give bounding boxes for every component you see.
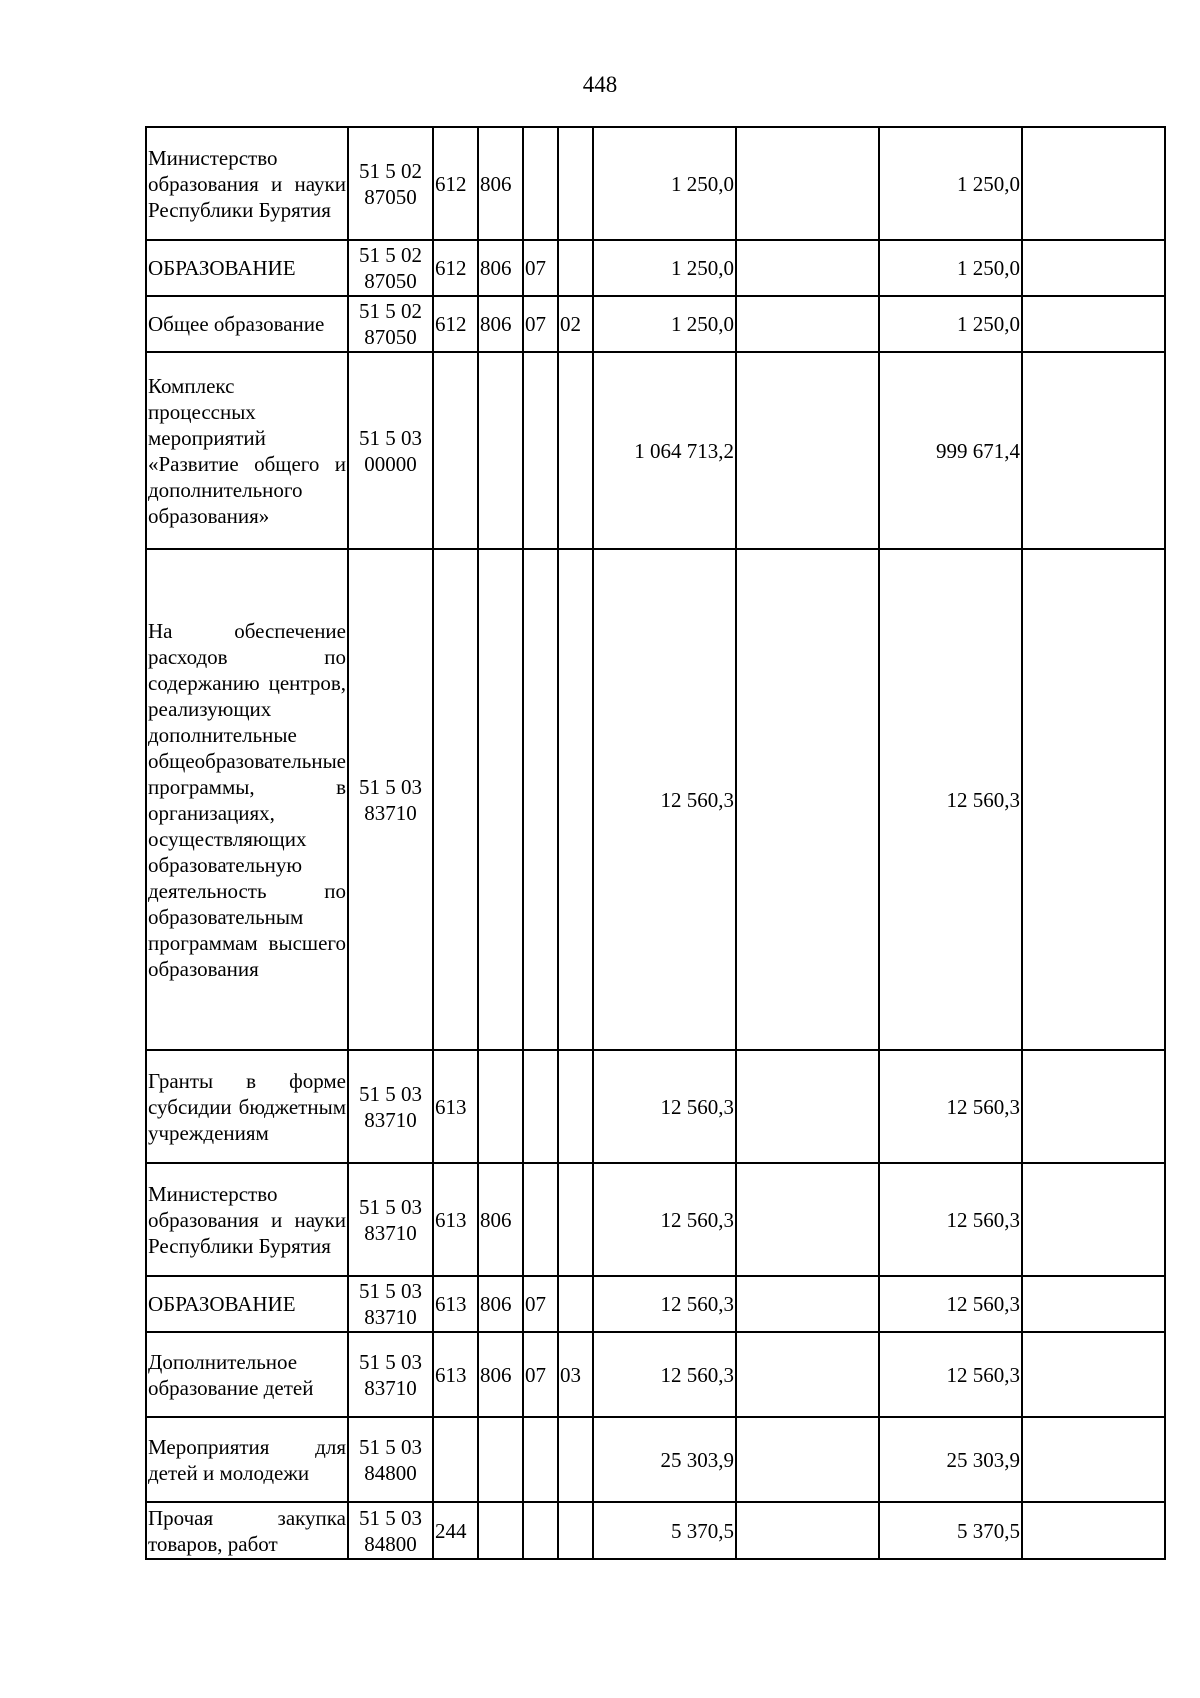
cell-department: 806: [478, 1276, 523, 1332]
cell-amount-4: [1022, 549, 1165, 1050]
cell-section: [523, 352, 558, 549]
cell-expense-type: 612: [433, 240, 478, 296]
cell-name: На обеспечение расходов по содержанию центров, реализующих дополнительные общеобразовательные программы, в организациях, осуществляющих образовательную деятельность по образовательным программам высшего образования: [146, 549, 348, 1050]
cell-amount-2: [736, 296, 879, 352]
cell-department: [478, 549, 523, 1050]
table-row: [146, 296, 1165, 352]
cell-amount-2: [736, 549, 879, 1050]
cell-amount-2: [736, 1332, 879, 1417]
cell-target-article: 51 5 03 84800: [348, 1417, 433, 1502]
cell-expense-type: 613: [433, 1163, 478, 1276]
cell-amount-2: [736, 240, 879, 296]
cell-amount-1: 25 303,9: [593, 1417, 736, 1502]
cell-amount-1: 1 250,0: [593, 296, 736, 352]
cell-amount-2: [736, 1163, 879, 1276]
cell-amount-2: [736, 1502, 879, 1559]
cell-expense-type: 613: [433, 1332, 478, 1417]
cell-name: Министерство образования и науки Республики Бурятия: [146, 127, 348, 240]
cell-subsection: [558, 549, 593, 1050]
budget-table: [145, 126, 1166, 1560]
cell-section: 07: [523, 1276, 558, 1332]
table-row: [146, 127, 1165, 240]
cell-section: [523, 549, 558, 1050]
table-row: [146, 1332, 1165, 1417]
cell-department: 806: [478, 1332, 523, 1417]
cell-name: Дополнительное образование детей: [146, 1332, 348, 1417]
cell-amount-1: 1 250,0: [593, 240, 736, 296]
cell-expense-type: 613: [433, 1050, 478, 1163]
cell-amount-3: 12 560,3: [879, 1163, 1022, 1276]
table-row: [146, 240, 1165, 296]
cell-amount-3: 12 560,3: [879, 549, 1022, 1050]
cell-amount-4: [1022, 352, 1165, 549]
cell-target-article: 51 5 03 83710: [348, 1332, 433, 1417]
table-row: [146, 1276, 1165, 1332]
cell-target-article: 51 5 03 83710: [348, 549, 433, 1050]
table-row: [146, 1163, 1165, 1276]
cell-amount-4: [1022, 1417, 1165, 1502]
cell-section: [523, 1163, 558, 1276]
cell-subsection: [558, 1502, 593, 1559]
cell-amount-2: [736, 127, 879, 240]
cell-subsection: 02: [558, 296, 593, 352]
cell-expense-type: 244: [433, 1502, 478, 1559]
cell-subsection: [558, 1417, 593, 1502]
table-row: [146, 1417, 1165, 1502]
cell-department: 806: [478, 127, 523, 240]
cell-amount-3: 12 560,3: [879, 1276, 1022, 1332]
cell-subsection: [558, 240, 593, 296]
cell-target-article: 51 5 03 83710: [348, 1163, 433, 1276]
cell-section: 07: [523, 1332, 558, 1417]
cell-amount-4: [1022, 1050, 1165, 1163]
cell-department: [478, 1050, 523, 1163]
cell-subsection: [558, 127, 593, 240]
cell-name: ОБРАЗОВАНИЕ: [146, 240, 348, 296]
cell-department: 806: [478, 296, 523, 352]
cell-target-article: 51 5 03 83710: [348, 1050, 433, 1163]
cell-amount-1: 5 370,5: [593, 1502, 736, 1559]
cell-amount-4: [1022, 127, 1165, 240]
cell-name: ОБРАЗОВАНИЕ: [146, 1276, 348, 1332]
cell-section: [523, 1502, 558, 1559]
cell-department: 806: [478, 240, 523, 296]
cell-section: [523, 1050, 558, 1163]
table-row: [146, 352, 1165, 549]
cell-amount-3: 12 560,3: [879, 1050, 1022, 1163]
cell-amount-2: [736, 1276, 879, 1332]
cell-amount-3: 999 671,4: [879, 352, 1022, 549]
cell-subsection: [558, 352, 593, 549]
cell-target-article: 51 5 03 84800: [348, 1502, 433, 1559]
cell-subsection: [558, 1276, 593, 1332]
cell-section: 07: [523, 296, 558, 352]
cell-expense-type: [433, 352, 478, 549]
cell-target-article: 51 5 03 00000: [348, 352, 433, 549]
cell-name: Прочая закупка товаров, работ: [146, 1502, 348, 1559]
cell-expense-type: [433, 1417, 478, 1502]
cell-amount-4: [1022, 1163, 1165, 1276]
cell-amount-4: [1022, 1332, 1165, 1417]
cell-amount-2: [736, 1417, 879, 1502]
cell-amount-1: 1 064 713,2: [593, 352, 736, 549]
cell-subsection: [558, 1163, 593, 1276]
table-row: [146, 549, 1165, 1050]
cell-subsection: 03: [558, 1332, 593, 1417]
cell-amount-1: 1 250,0: [593, 127, 736, 240]
cell-expense-type: 612: [433, 127, 478, 240]
cell-amount-4: [1022, 1502, 1165, 1559]
cell-amount-3: 5 370,5: [879, 1502, 1022, 1559]
cell-amount-1: 12 560,3: [593, 1163, 736, 1276]
cell-amount-4: [1022, 240, 1165, 296]
cell-amount-2: [736, 1050, 879, 1163]
cell-name: Общее образование: [146, 296, 348, 352]
cell-amount-3: 25 303,9: [879, 1417, 1022, 1502]
cell-amount-1: 12 560,3: [593, 1050, 736, 1163]
cell-expense-type: [433, 549, 478, 1050]
cell-amount-3: 1 250,0: [879, 240, 1022, 296]
cell-amount-3: 12 560,3: [879, 1332, 1022, 1417]
cell-amount-1: 12 560,3: [593, 1332, 736, 1417]
cell-amount-3: 1 250,0: [879, 296, 1022, 352]
cell-target-article: 51 5 02 87050: [348, 296, 433, 352]
cell-subsection: [558, 1050, 593, 1163]
cell-amount-4: [1022, 1276, 1165, 1332]
cell-name: Комплекс процессных мероприятий «Развитие общего и дополнительного образования»: [146, 352, 348, 549]
cell-section: 07: [523, 240, 558, 296]
cell-department: [478, 1502, 523, 1559]
cell-target-article: 51 5 02 87050: [348, 127, 433, 240]
cell-amount-4: [1022, 296, 1165, 352]
cell-name: Мероприятия для детей и молодежи: [146, 1417, 348, 1502]
budget-table-body: [146, 127, 1165, 1559]
cell-amount-2: [736, 352, 879, 549]
cell-name: Гранты в форме субсидии бюджетным учреждениям: [146, 1050, 348, 1163]
cell-department: [478, 1417, 523, 1502]
cell-target-article: 51 5 02 87050: [348, 240, 433, 296]
cell-amount-1: 12 560,3: [593, 549, 736, 1050]
page-number: 448: [582, 72, 618, 97]
cell-amount-3: 1 250,0: [879, 127, 1022, 240]
table-row: [146, 1502, 1165, 1559]
cell-expense-type: 612: [433, 296, 478, 352]
cell-expense-type: 613: [433, 1276, 478, 1332]
cell-name: Министерство образования и науки Республики Бурятия: [146, 1163, 348, 1276]
cell-target-article: 51 5 03 83710: [348, 1276, 433, 1332]
cell-section: [523, 127, 558, 240]
cell-amount-1: 12 560,3: [593, 1276, 736, 1332]
table-row: [146, 1050, 1165, 1163]
cell-department: 806: [478, 1163, 523, 1276]
cell-department: [478, 352, 523, 549]
cell-section: [523, 1417, 558, 1502]
